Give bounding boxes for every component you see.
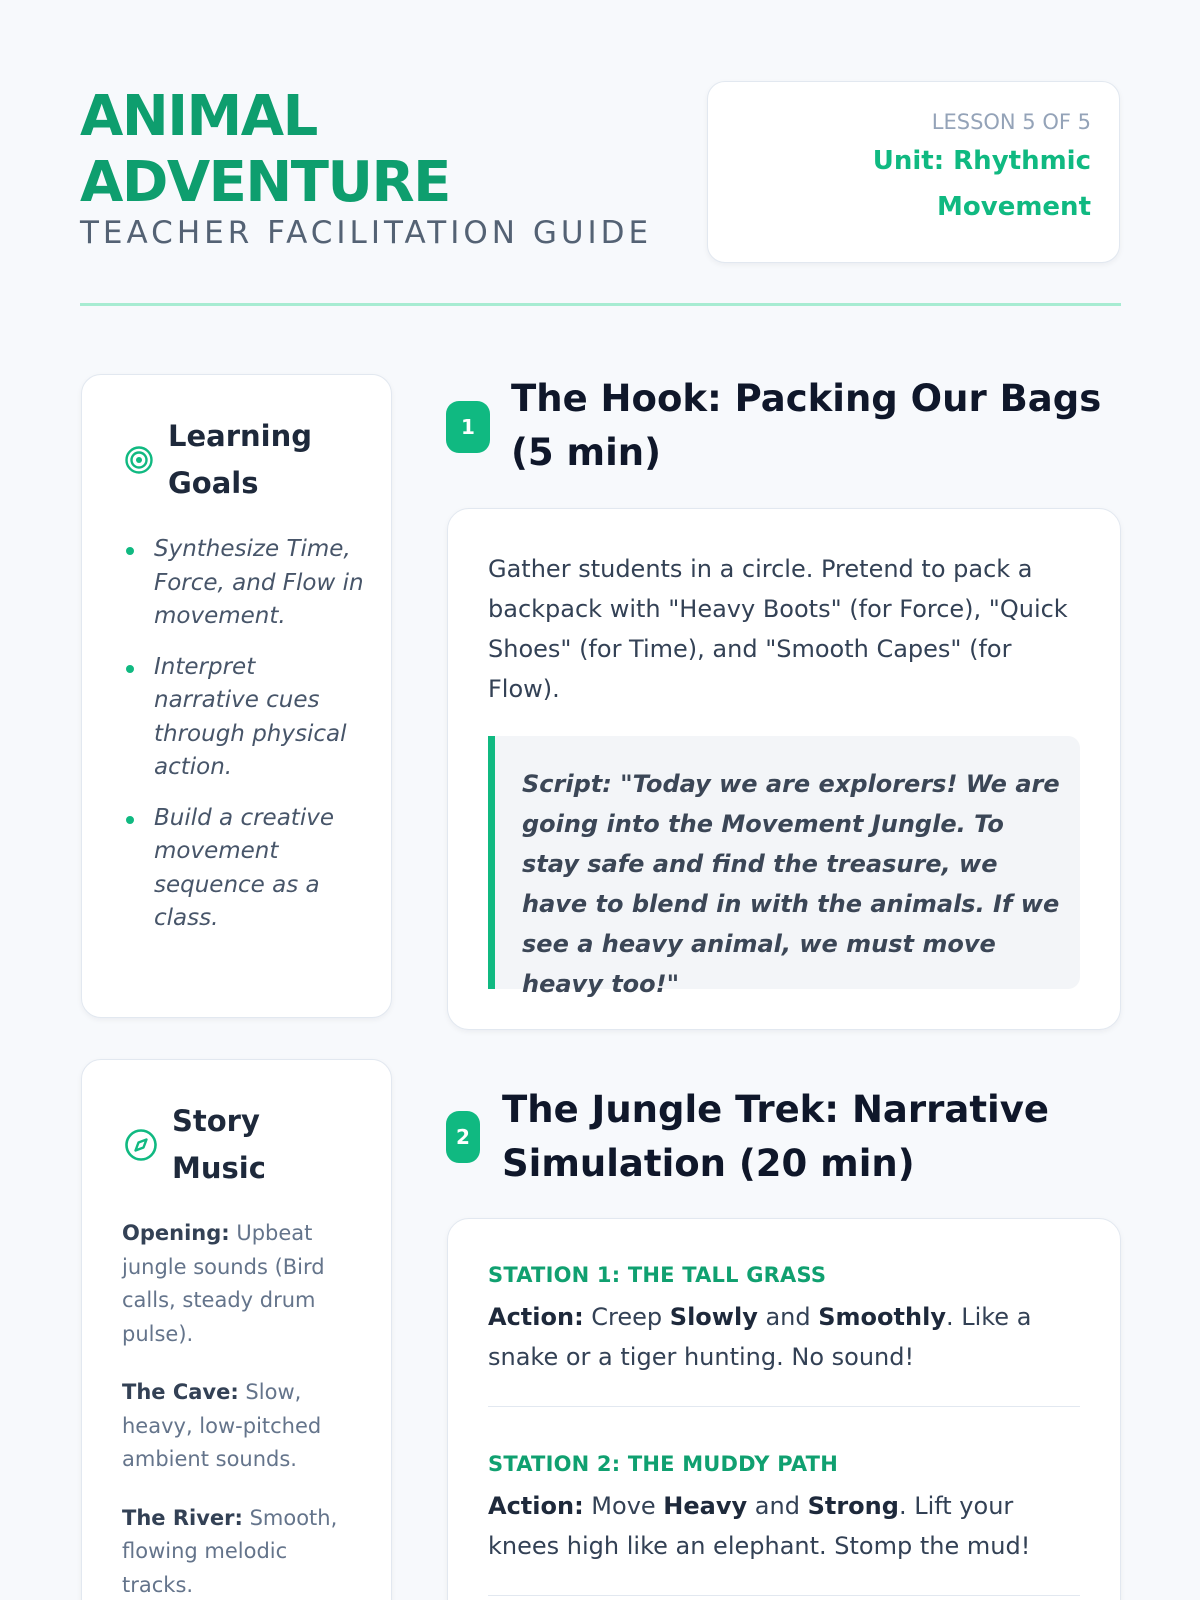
title-line-1: ANIMAL: [80, 84, 317, 149]
lesson-count: LESSON 5 OF 5: [931, 110, 1091, 134]
learning-goals-heading: [168, 413, 312, 507]
page-title: [80, 84, 450, 216]
list-item: [122, 1217, 352, 1351]
heading-line-2: Goals: [168, 466, 259, 500]
lesson-info-card: [707, 81, 1120, 263]
station-block: [488, 1261, 1080, 1377]
story-music-heading: [172, 1098, 266, 1192]
teacher-script-quote: Script: "Today we are explorers! We are going into the Movement Jungle. To stay safe and find the treasure, we have to blend in with the animals. If we see a heavy animal, we must move heavy too!": [488, 736, 1080, 989]
action-text: Move: [583, 1492, 664, 1520]
music-item-label: Opening:: [122, 1221, 230, 1245]
action-text: . Lift your knees high like an elephant. Stomp the mud!: [488, 1492, 1031, 1560]
title-line-2: ADVENTURE: [80, 150, 450, 215]
action-emphasis: Heavy: [663, 1492, 748, 1520]
list-item: Build a creative movement sequence as a class.: [124, 802, 364, 936]
action-label: Action:: [488, 1303, 584, 1331]
action-emphasis: Strong: [807, 1492, 899, 1520]
list-item: Interpret narrative cues through physical action.: [124, 651, 364, 785]
unit-line-2: Movement: [937, 192, 1091, 222]
station-label: STATION 1: THE TALL GRASS: [488, 1263, 827, 1287]
station-action: [488, 1486, 1080, 1566]
section-number-badge: 1: [446, 401, 490, 453]
action-emphasis: Slowly: [669, 1303, 758, 1331]
list-item: [122, 1376, 352, 1477]
music-item-text: Slow, heavy, low-pitched ambient sounds.: [122, 1380, 322, 1471]
music-item-text: Upbeat jungle sounds (Bird calls, steady drum pulse).: [122, 1221, 325, 1346]
story-music-card: [81, 1059, 392, 1600]
learning-goals-card: [81, 374, 392, 1018]
station-action: [488, 1297, 1080, 1377]
action-text: . Like a snake or a tiger hunting. No sound!: [488, 1303, 1032, 1371]
music-item-text: Smooth, flowing melodic tracks.: [122, 1505, 338, 1597]
section-title: The Hook: Packing Our Bags (5 min): [511, 377, 1102, 474]
jungle-trek-card: [447, 1218, 1121, 1600]
action-text: and: [757, 1303, 819, 1331]
learning-goals-header: [124, 413, 312, 507]
learning-goals-list: [124, 533, 364, 953]
hook-instructions: Gather students in a circle. Pretend to pack a backpack with "Heavy Boots" (for Force), "Quick Shoes" (for Time), and "Smooth Capes" (for Flow).: [488, 555, 1068, 703]
list-item: Synthesize Time, Force, and Flow in movement.: [124, 533, 364, 634]
unit-line-1: Unit: Rhythmic: [872, 146, 1091, 176]
heading-line-1: Learning: [168, 419, 313, 453]
music-item-label: The River:: [122, 1505, 243, 1530]
heading-line-2: Music: [172, 1151, 266, 1185]
story-music-header: [124, 1098, 266, 1192]
target-icon: [124, 445, 154, 475]
unit-name: [728, 138, 1091, 230]
page-subtitle: TEACHER FACILITATION GUIDE: [80, 215, 653, 251]
station-block: [488, 1450, 1080, 1566]
hook-card: [447, 508, 1121, 1030]
section-number-badge: 2: [446, 1111, 480, 1163]
section-title: The Jungle Trek: Narrative Simulation (20 min): [502, 1088, 1049, 1185]
action-text: Creep: [583, 1303, 670, 1331]
header-divider: [80, 303, 1121, 306]
story-music-list: [122, 1217, 352, 1600]
station-label: STATION 2: THE MUDDY PATH: [488, 1452, 838, 1476]
heading-line-1: Story: [172, 1104, 260, 1138]
action-emphasis: Smoothly: [818, 1303, 946, 1331]
compass-icon: [124, 1128, 158, 1162]
action-label: Action:: [488, 1492, 584, 1520]
list-item: [122, 1502, 352, 1600]
action-text: and: [747, 1492, 808, 1520]
station-divider: [488, 1406, 1080, 1407]
music-item-label: The Cave:: [122, 1380, 239, 1404]
station-divider: [488, 1595, 1080, 1596]
